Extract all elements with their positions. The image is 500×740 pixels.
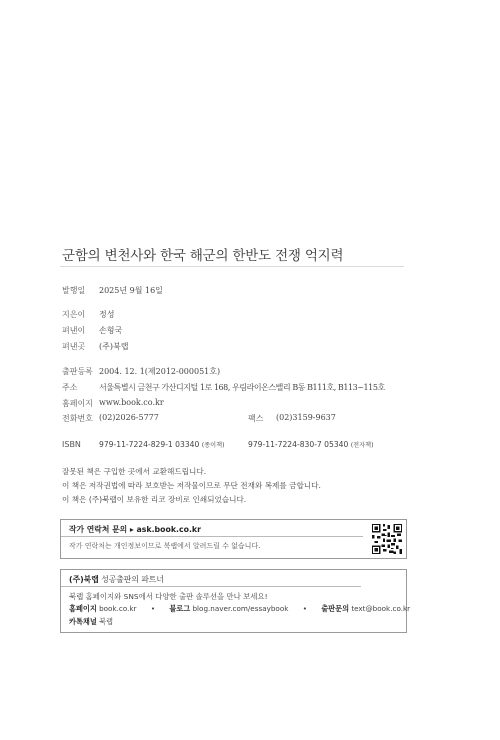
notice-copyright: 이 책은 저작권법에 따라 보호받는 저작물이므로 무단 전재와 복제를 금합니다. xyxy=(62,481,321,490)
partner-kakao-channel[interactable]: 북랩 xyxy=(99,617,113,626)
partner-heading-brand: (주)북랩 xyxy=(69,575,99,584)
published-label: 발행일 xyxy=(62,286,86,295)
registration-label: 출판등록 xyxy=(62,367,93,376)
author-contact-text: 작가 연락처는 개인정보이므로 북랩에서 알려드릴 수 없습니다. xyxy=(69,542,261,550)
partner-kakao-label: 카톡채널 xyxy=(69,617,97,626)
partner-kakao-row xyxy=(69,617,113,627)
isbn-ebook-number: 979-11-7224-830-7 05340 xyxy=(248,440,349,449)
partner-heading-text: 성공출판의 파트너 xyxy=(98,575,164,584)
publisher-value: 손형국 xyxy=(99,326,123,335)
author-label: 지은이 xyxy=(62,310,86,319)
isbn-paper-note: (종이책) xyxy=(201,442,225,449)
partner-box xyxy=(60,569,411,633)
bullet-separator: • xyxy=(150,604,156,613)
author-value: 정성 xyxy=(99,310,115,319)
published-value: 2025년 9월 16일 xyxy=(99,286,163,295)
isbn-label: ISBN xyxy=(62,440,81,449)
address-value: 서울특별시 금천구 가산디지털 1로 168, 우림라이온스밸리 B동 B111호, B113~115호 xyxy=(99,383,385,392)
notice-printing: 이 책은 (주)북랩이 보유한 리코 장비로 인쇄되었습니다. xyxy=(62,495,247,504)
partner-blog-link[interactable]: blog.naver.com/essaybook xyxy=(192,604,289,613)
partner-inquiry-email[interactable]: text@book.co.kr xyxy=(351,604,411,613)
partner-heading xyxy=(69,574,164,585)
partner-blog-label: 블로그 xyxy=(169,604,191,613)
author-contact-heading: 작가 연락처 문의 ▸ ask.book.co.kr xyxy=(69,525,201,534)
homepage-value: www.book.co.kr xyxy=(99,398,164,407)
phone-value: (02)2026-5777 xyxy=(99,413,159,422)
registration-value: 2004. 12. 1(제2012-000051호) xyxy=(99,367,221,376)
fax-label: 팩스 xyxy=(248,414,264,423)
partner-divider xyxy=(61,586,361,587)
qr-code-icon xyxy=(372,524,402,554)
notice-exchange: 잘못된 책은 구입한 곳에서 교환해드립니다. xyxy=(62,467,207,476)
address-label: 주소 xyxy=(62,383,78,392)
press-label: 펴낸곳 xyxy=(62,342,86,351)
partner-subtitle: 북랩 홈페이지와 SNS에서 다양한 출판 솔루션을 만나 보세요! xyxy=(69,592,268,601)
title-divider xyxy=(60,266,404,267)
author-contact-box xyxy=(60,519,407,559)
partner-homepage-link[interactable]: book.co.kr xyxy=(99,604,137,613)
partner-inquiry-label: 출판문의 xyxy=(321,604,350,613)
fax-value: (02)3159-9637 xyxy=(276,413,336,422)
isbn-paper-number: 979-11-7224-829-1 03340 xyxy=(99,440,200,449)
contact-divider xyxy=(61,536,363,537)
press-value: (주)북랩 xyxy=(99,342,129,351)
partner-links-row xyxy=(69,604,410,614)
isbn-ebook xyxy=(248,440,374,449)
isbn-paper xyxy=(99,440,225,449)
isbn-ebook-note: (전자책) xyxy=(350,442,374,449)
publisher-label: 펴낸이 xyxy=(62,326,86,335)
partner-homepage-label: 홈페이지 xyxy=(69,604,97,613)
phone-label: 전화번호 xyxy=(62,414,93,423)
homepage-label: 홈페이지 xyxy=(62,399,93,408)
book-title: 군함의 변천사와 한국 해군의 한반도 전쟁 억지력 xyxy=(62,248,344,264)
bullet-separator: • xyxy=(302,604,307,613)
